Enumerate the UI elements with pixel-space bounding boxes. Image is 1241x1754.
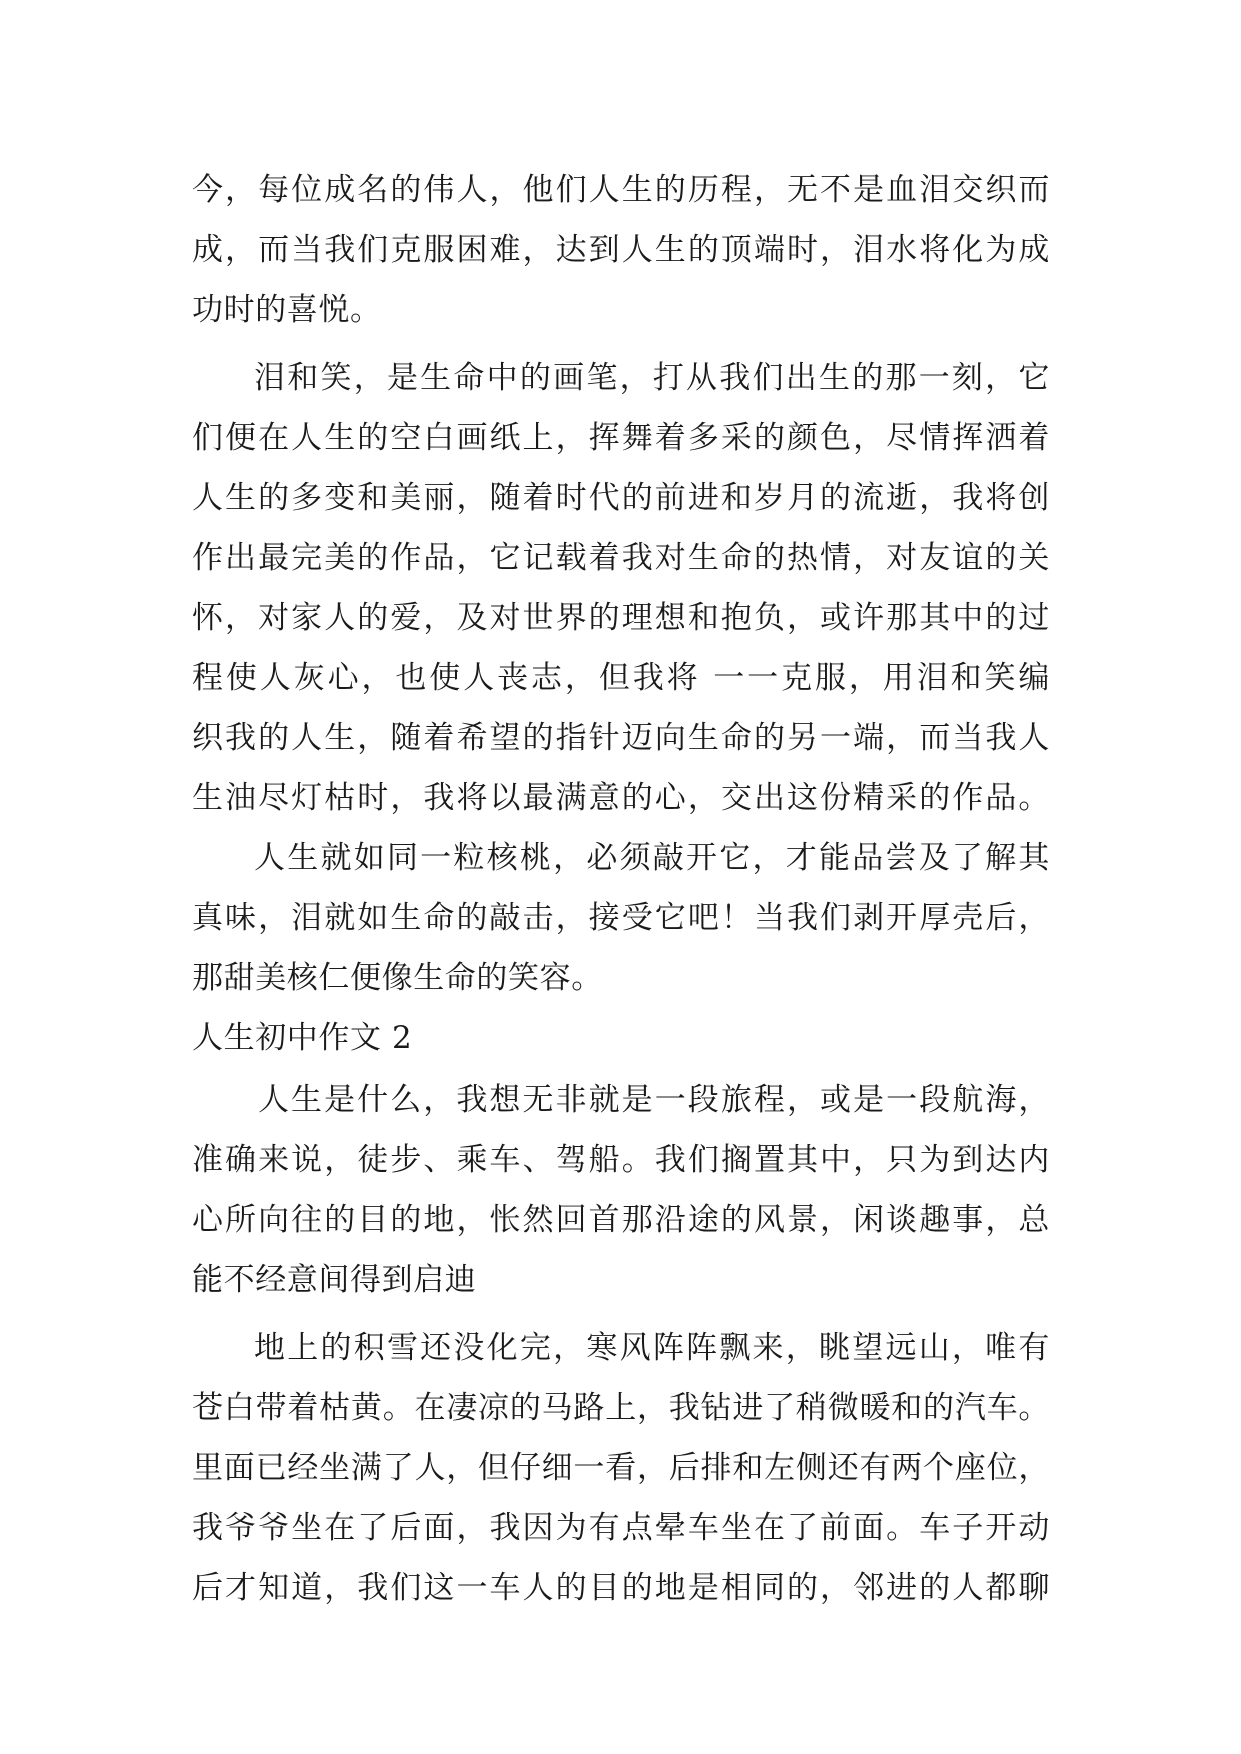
text-line: 里面已经坐满了人，但仔细一看，后排和左侧还有两个座位， <box>192 1450 1050 1486</box>
text-line: 能不经意间得到启迪 <box>192 1262 477 1298</box>
paragraph-3 <box>192 828 1050 1008</box>
text-line: 泪和笑，是生命中的画笔，打从我们出生的那一刻，它 <box>254 360 1050 396</box>
text-line: 我爷爷坐在了后面，我因为有点晕车坐在了前面。车子开动 <box>192 1510 1050 1546</box>
text-line: 准确来说，徒步、乘车、驾船。我们搁置其中，只为到达内 <box>192 1142 1050 1178</box>
paragraph-2 <box>192 348 1050 828</box>
text-line: 后才知道，我们这一车人的目的地是相同的，邻进的人都聊 <box>192 1570 1050 1606</box>
text-line: 真味，泪就如生命的敲击，接受它吧！当我们剥开厚壳后， <box>192 900 1050 936</box>
text-line: 功时的喜悦。 <box>192 292 382 328</box>
text-line: 怀，对家人的爱，及对世界的理想和抱负，或许那其中的过 <box>192 600 1050 636</box>
text-line: 们便在人生的空白画纸上，挥舞着多采的颜色，尽情挥洒着 <box>192 420 1050 456</box>
paragraph-5 <box>192 1318 1050 1618</box>
text-line: 程使人灰心，也使人丧志，但我将 一一克服，用泪和笑编 <box>192 660 1050 696</box>
text-line: 生油尽灯枯时，我将以最满意的心，交出这份精采的作品。 <box>192 780 1050 816</box>
text-line: 织我的人生，随着希望的指针迈向生命的另一端，而当我人 <box>192 720 1050 756</box>
section-heading: 人生初中作文 2 <box>192 1020 413 1056</box>
text-line: 那甜美核仁便像生命的笑容。 <box>192 960 603 996</box>
paragraph-4 <box>192 1070 1050 1310</box>
paragraph-1 <box>192 160 1050 340</box>
text-line: 人生是什么，我想无非就是一段旅程，或是一段航海， <box>258 1082 1050 1118</box>
text-line: 人生就如同一粒核桃，必须敲开它，才能品尝及了解其 <box>254 840 1050 876</box>
text-line: 人生的多变和美丽，随着时代的前进和岁月的流逝，我将创 <box>192 480 1050 516</box>
text-line: 地上的积雪还没化完，寒风阵阵飘来，眺望远山，唯有 <box>254 1330 1050 1366</box>
document-body <box>192 160 1050 1618</box>
text-line: 心所向往的目的地，怅然回首那沿途的风景，闲谈趣事，总 <box>192 1202 1050 1238</box>
text-line: 今，每位成名的伟人，他们人生的历程，无不是血泪交织而 <box>192 172 1050 208</box>
text-line: 作出最完美的作品，它记载着我对生命的热情，对友谊的关 <box>192 540 1050 576</box>
text-line: 苍白带着枯黄。在凄凉的马路上，我钻进了稍微暖和的汽车。 <box>192 1390 1050 1426</box>
text-line: 成，而当我们克服困难，达到人生的顶端时，泪水将化为成 <box>192 232 1050 268</box>
